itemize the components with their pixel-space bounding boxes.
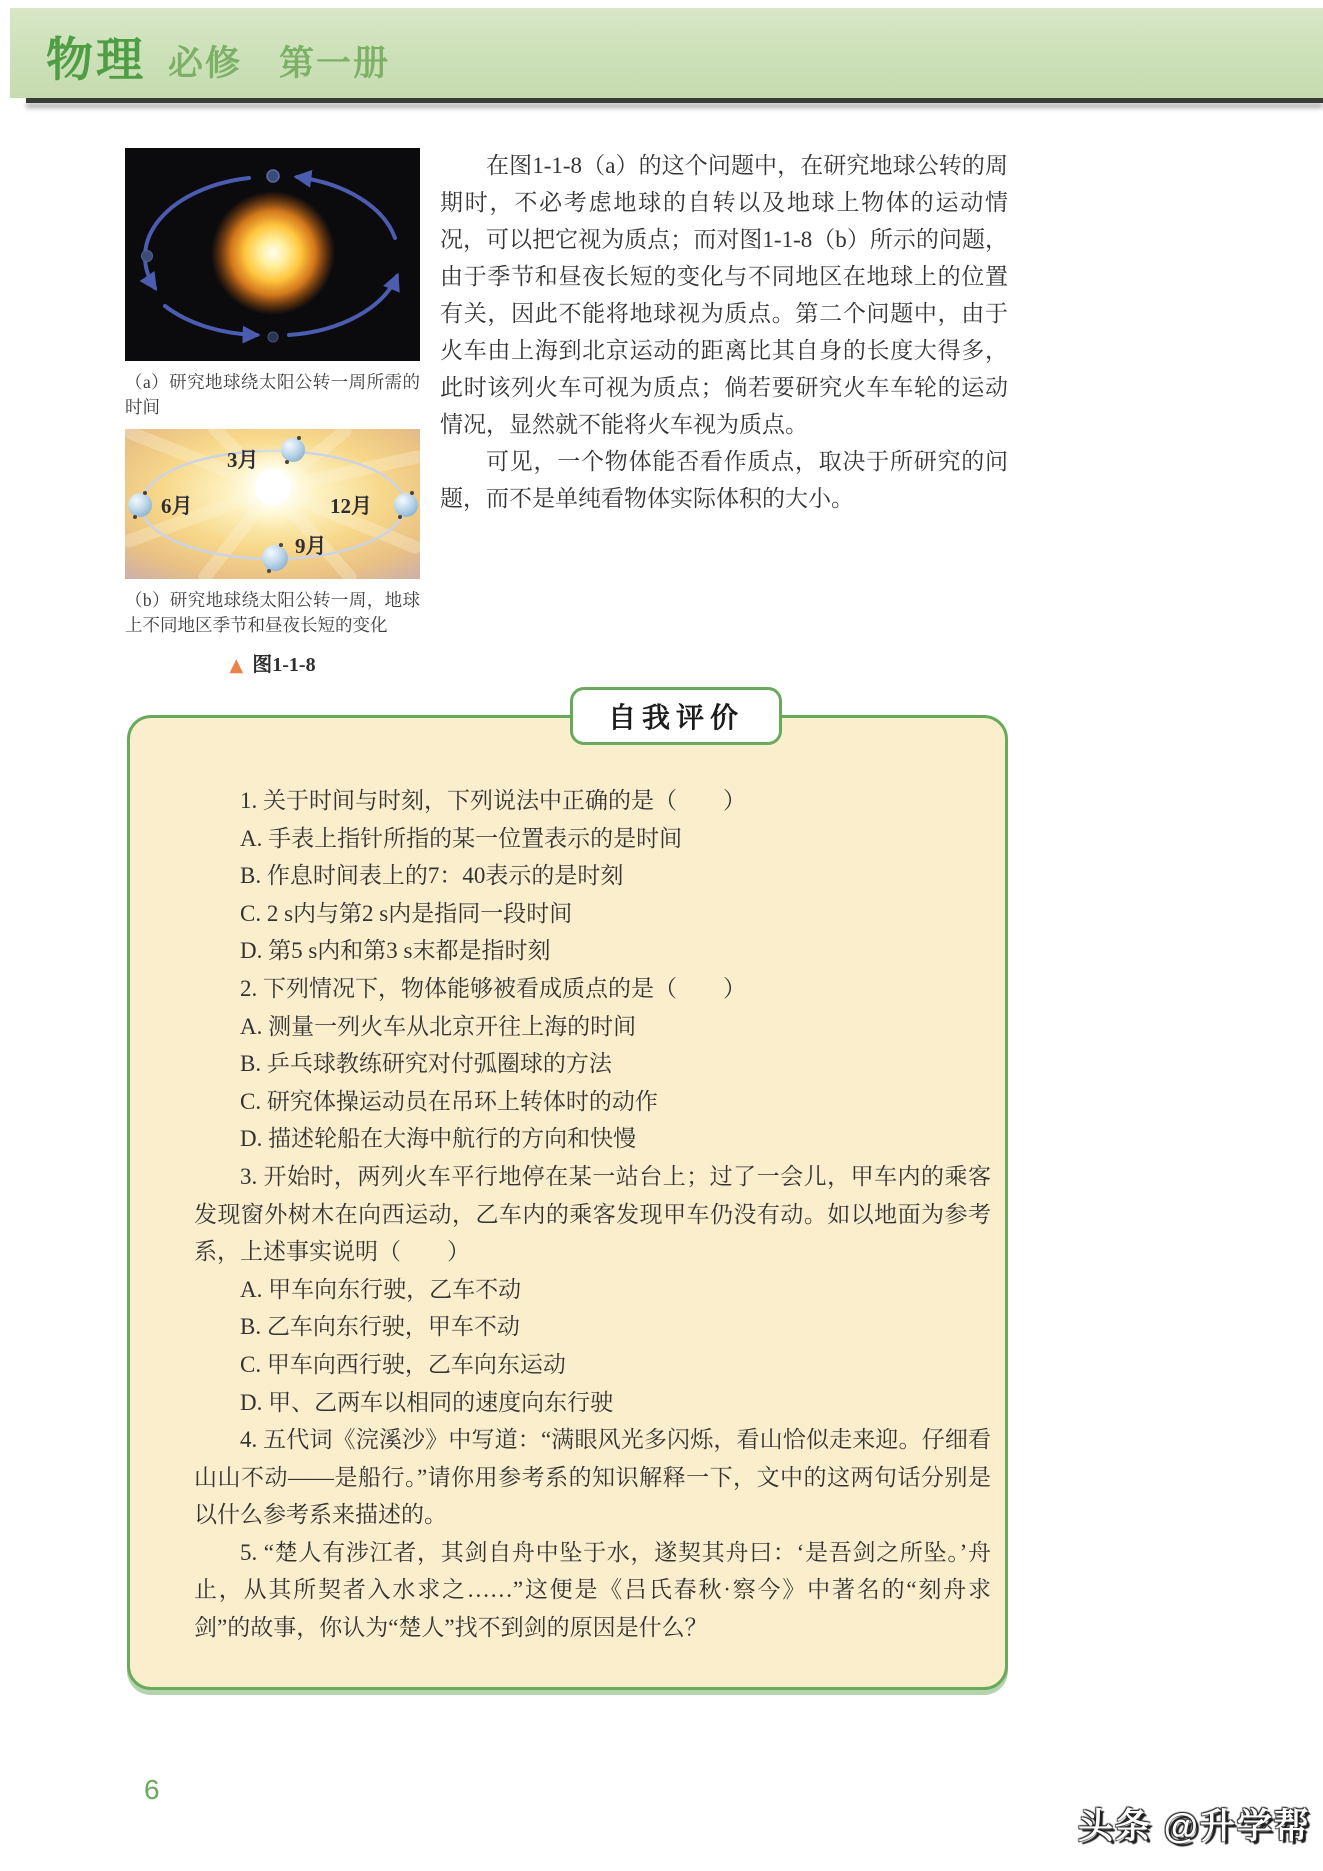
watermark-text: 头条 @升学帮 [1078, 1807, 1311, 1846]
question-1: 1. 关于时间与时刻，下列说法中正确的是（ ） [240, 788, 746, 813]
sun-icon [255, 469, 291, 505]
paragraph-1: 在图1-1-8（a）的这个问题中，在研究地球公转的周期时，不必考虑地球的自转以及地球上物体的运动情况，可以把它视为质点；而对图1-1-8（b）所示的问题，由于季节和昼夜长短的变化与不同地区在地球上的位置有关，因此不能将地球视为质点。第二个问题中，由于火车由上海到北京运动的距离比其自身的长度大得多，此时该列火车可视为质点；倘若要研究火车车轮的运动情况，显然就不能将火车视为质点。 [440, 153, 1008, 437]
question-2-option-c: C. 研究体操运动员在吊环上转体时的动作 [240, 1088, 658, 1114]
figure-triangle-icon: ▲ [229, 655, 244, 676]
earth-march-icon [281, 438, 305, 462]
question-1-option-a: A. 手表上指针所指的某一位置表示的是时间 [240, 825, 683, 851]
question-1-option-b: B. 作息时间表上的7：40表示的是时刻 [240, 863, 624, 889]
earth-june-icon [128, 493, 152, 517]
earth-bottom-icon [268, 332, 278, 342]
label-june: 6月 [161, 494, 193, 518]
question-3-option-a: A. 甲车向东行驶，乙车不动 [240, 1276, 522, 1302]
question-3-option-c: C. 甲车向西行驶，乙车向东运动 [240, 1351, 566, 1377]
earth-left-icon [142, 251, 153, 262]
page-header-band [10, 8, 1323, 98]
earth-december-icon [394, 493, 418, 517]
header-divider [26, 98, 1323, 103]
label-december: 12月 [330, 494, 372, 518]
figure-number: 图1-1-8 [252, 654, 316, 676]
question-3-option-b: B. 乙车向东行驶，甲车不动 [240, 1314, 520, 1340]
label-september: 9月 [295, 534, 327, 558]
question-1-option-d: D. 第5 s内和第3 s末都是指时刻 [240, 938, 551, 964]
figure-label [125, 648, 420, 677]
self-evaluation-title-tab [570, 687, 782, 745]
figure-a-orbit-image [125, 148, 420, 361]
earth-september-icon [262, 545, 288, 571]
self-evaluation-title: 自我评价 [607, 702, 744, 733]
question-1-option-c: C. 2 s内与第2 s内是指同一段时间 [240, 900, 573, 926]
question-3-option-d: D. 甲、乙两车以相同的速度向东行驶 [240, 1389, 614, 1415]
page-number: 6 [144, 1774, 160, 1805]
self-evaluation-box [127, 715, 1008, 1690]
subject-title: 物理 [46, 33, 146, 86]
question-2: 2. 下列情况下，物体能够被看成质点的是（ ） [240, 975, 746, 1001]
figure-column [125, 148, 420, 677]
question-2-option-a: A. 测量一列火车从北京开往上海的时间 [240, 1013, 637, 1039]
figure-a-caption: （a）研究地球绕太阳公转一周所需的时间 [125, 372, 420, 417]
question-3: 3. 开始时，两列火车平行地停在某一站台上；过了一会儿，甲车内的乘客发现窗外树木在向西运动，乙车内的乘客发现甲车仍没有动。如以地面为参考系，上述事实说明（ ） [194, 1163, 991, 1265]
question-2-option-b: B. 乒乓球教练研究对付弧圈球的方法 [240, 1051, 612, 1077]
main-text [440, 147, 1008, 517]
earth-top-icon [267, 170, 279, 182]
volume-subtitle: 必修 第一册 [168, 44, 391, 83]
label-march: 3月 [227, 448, 259, 472]
question-4: 4. 五代词《浣溪沙》中写道：“满眼风光多闪烁，看山恰似走来迎。仔细看山山不动——是船行。”请你用参考系的知识解释一下，文中的这两句话分别是以什么参考系来描述的。 [194, 1427, 991, 1528]
figure-b-caption: （b）研究地球绕太阳公转一周，地球上不同地区季节和昼夜长短的变化 [125, 590, 420, 635]
question-2-option-d: D. 描述轮船在大海中航行的方向和快慢 [240, 1126, 637, 1152]
figure-b-seasons-image [125, 429, 420, 579]
question-5: 5. “楚人有涉江者，其剑自舟中坠于水，遂契其舟曰：‘是吾剑之所坠。’舟止，从其所契者入水求之……”这便是《吕氏春秋·察今》中著名的“刻舟求剑”的故事，你认为“楚人”找不到剑的原因是什么？ [194, 1539, 991, 1641]
sun-icon [211, 191, 335, 315]
paragraph-2: 可见，一个物体能否看作质点，取决于所研究的问题，而不是单纯看物体实际体积的大小。 [440, 449, 1008, 511]
